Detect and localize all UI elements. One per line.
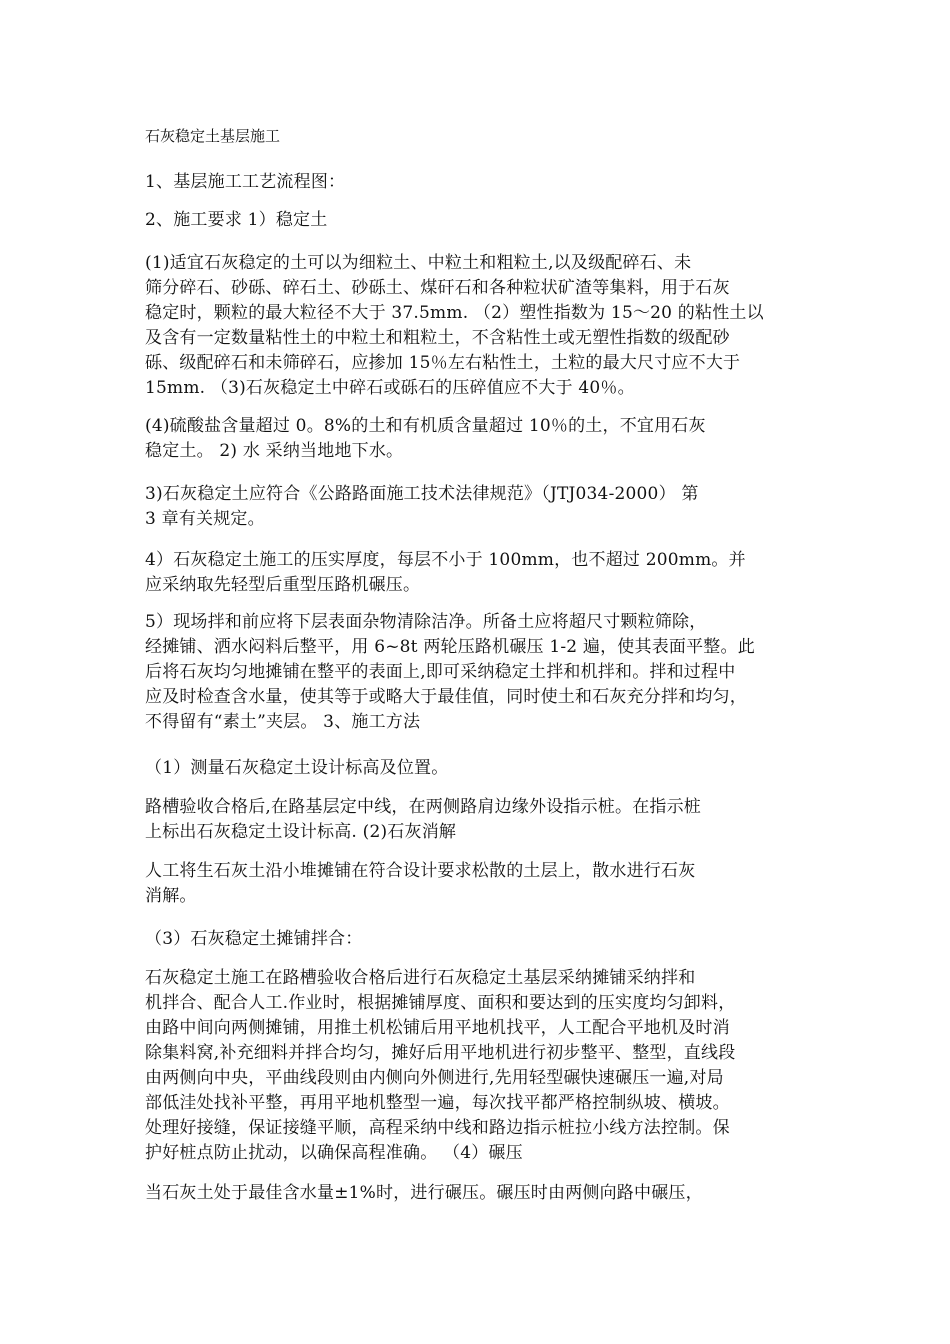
text-line: 上标出石灰稳定土设计标高. (2)石灰消解	[145, 822, 457, 842]
text-line: 机拌合、配合人工.作业时，根据摊铺厚度、面积和要达到的压实度均匀卸料，	[145, 993, 736, 1013]
paragraph-lime-slaking	[145, 859, 805, 909]
text-line: 砾、级配碎石和未筛碎石，应掺加 15％左右粘性土，土粒的最大尺寸应不大于	[145, 353, 741, 373]
text-line: 稳定土。 2) 水 采纳当地地下水。	[145, 441, 404, 461]
text-line: 3 章有关规定。	[145, 509, 265, 529]
document-title: 石灰稳定土基层施工	[145, 127, 281, 145]
paragraph-compaction-thickness	[145, 548, 805, 598]
text-line: 部低洼处找补平整，再用平地机整型一遍，每次找平都严格控制纵坡、横坡。	[145, 1093, 730, 1113]
text-line: 路槽验收合格后,在路基层定中线，在两侧路肩边缘外设指示桩。在指示桩	[145, 797, 702, 817]
text-line: 及含有一定数量粘性土的中粒土和粗粒土，不含粘性土或无塑性指数的级配砂	[145, 328, 730, 348]
text-line: 2、施工要求 1）稳定土	[145, 210, 328, 230]
text-line: 由两侧向中央，平曲线段则由内侧向外侧进行,先用轻型碾快速碾压一遍,对局	[145, 1068, 724, 1088]
text-line: (4)硫酸盐含量超过 0。8%的土和有机质含量超过 10％的土，不宜用石灰	[145, 416, 706, 436]
paragraph-site-mixing	[145, 610, 805, 735]
paragraph-spreading-mixing	[145, 966, 805, 1166]
text-line: 当石灰土处于最佳含水量±1%时，进行碾压。碾压时由两侧向路中碾压，	[145, 1183, 703, 1203]
text-line: 除集料窝,补充细料并拌合均匀，摊好后用平地机进行初步整平、整型，直线段	[145, 1043, 736, 1063]
text-line: 护好桩点防止扰动，以确保高程准确。 （4）碾压	[145, 1143, 523, 1163]
text-line: 不得留有“素土”夹层。 3、施工方法	[145, 712, 421, 732]
paragraph-survey-elevation	[145, 756, 805, 781]
text-line: (1)适宜石灰稳定的土可以为细粒土、中粒土和粗粒土,以及级配碎石、未	[145, 253, 692, 273]
text-line: 应采纳取先轻型后重型压路机碾压。	[145, 575, 421, 595]
paragraph-sulfate-water	[145, 414, 805, 464]
text-line: 后将石灰均匀地摊铺在整平的表面上,即可采纳稳定土拌和机拌和。拌和过程中	[145, 662, 736, 682]
text-line: 1、基层施工工艺流程图：	[145, 172, 346, 192]
text-line: 人工将生石灰土沿小堆摊铺在符合设计要求松散的土层上，散水进行石灰	[145, 861, 696, 881]
text-line: 5）现场拌和前应将下层表面杂物清除洁净。所备土应将超尺寸颗粒筛除，	[145, 612, 707, 632]
text-line: 3)石灰稳定土应符合《公路路面施工技术法律规范》（JTJ034-2000） 第	[145, 484, 699, 504]
text-line: 处理好接缝，保证接缝平顺，高程采纳中线和路边指示桩拉小线方法控制。保	[145, 1118, 730, 1138]
text-line: 筛分碎石、砂砾、碎石土、砂砾土、煤矸石和各种粒状矿渣等集料，用于石灰	[145, 278, 730, 298]
text-line: 稳定时，颗粒的最大粒径不大于 37.5mm. （2）塑性指数为 15～20 的粘性土以	[145, 303, 764, 323]
text-line: 经摊铺、洒水闷料后整平，用 6~8t 两轮压路机碾压 1-2 遍，使其表面平整。此	[145, 637, 755, 657]
text-line: 应及时检查含水量，使其等于或略大于最佳值，同时使土和石灰充分拌和均匀，	[145, 687, 747, 707]
text-line: 由路中间向两侧摊铺，用推土机松铺后用平地机找平，人工配合平地机及时消	[145, 1018, 730, 1038]
text-line: （1）测量石灰稳定土设计标高及位置。	[145, 758, 449, 778]
text-line: （3）石灰稳定土摊铺拌合：	[145, 929, 363, 949]
paragraph-standard-reference	[145, 482, 805, 532]
paragraph-process-flow	[145, 170, 805, 195]
paragraph-subgrade-acceptance	[145, 795, 805, 845]
text-line: 消解。	[145, 886, 197, 906]
text-line: 4）石灰稳定土施工的压实厚度，每层不小于 100mm，也不超过 200mm。并	[145, 550, 746, 570]
paragraph-spreading-mixing-heading	[145, 927, 805, 952]
paragraph-rolling	[145, 1181, 805, 1206]
paragraph-soil-requirements	[145, 251, 805, 401]
text-line: 石灰稳定土施工在路槽验收合格后进行石灰稳定土基层采纳摊铺采纳拌和	[145, 968, 696, 988]
paragraph-requirements-heading	[145, 208, 805, 233]
text-line: 15mm. （3)石灰稳定土中碎石或砾石的压碎值应不大于 40％。	[145, 378, 635, 398]
